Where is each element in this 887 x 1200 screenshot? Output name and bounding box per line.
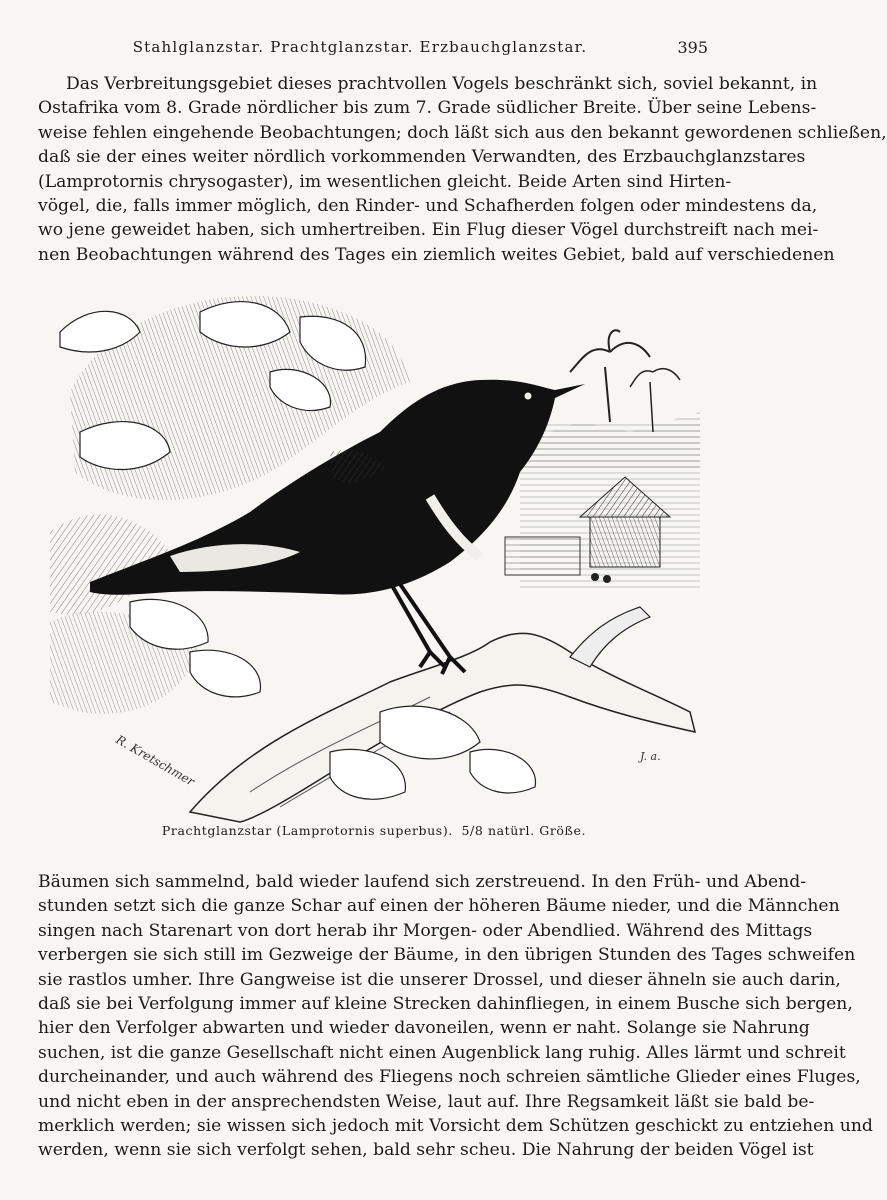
bottom-paragraph (38, 870, 873, 1163)
text-line: weise fehlen eingehende Beobachtungen; doch läßt sich aus den bekannt gewordenen schließen, (38, 122, 887, 143)
text-line: und nicht eben in der ansprechendsten Weise, laut auf. Ihre Regsamkeit läßt sie bald be- (38, 1091, 815, 1112)
text-line: daß sie bei Verfolgung immer auf kleine Strecken dahinfliegen, in einem Busche sich bergen, (38, 993, 853, 1014)
text-line: durcheinander, und auch während des Fliegens noch schreien sämtliche Glieder eines Fluges, (38, 1067, 861, 1088)
text-line: hier den Verfolger abwarten und wieder davoneilen, wenn er naht. Solange sie Nahrung (38, 1018, 810, 1039)
text-line: nen Beobachtungen während des Tages ein ziemlich weites Gebiet, bald auf verschiedenen (38, 244, 835, 265)
text-line: suchen, ist die ganze Gesellschaft nicht einen Augenblick lang ruhig. Alles lärmt und schreit (38, 1042, 846, 1063)
bird-illustration (50, 272, 700, 822)
page-number: 395 (677, 38, 708, 57)
caption-title: Prachtglanzstar (Lamprotornis superbus). (161, 823, 453, 838)
top-paragraph (38, 72, 887, 267)
caption-scale: 5/8 natürl. Größe. (461, 823, 587, 838)
text-line: (Lamprotornis chrysogaster), im wesentlichen gleicht. Beide Arten sind Hirten- (38, 171, 732, 192)
figure-caption (0, 823, 748, 838)
text-line: singen nach Starenart von dort herab ihr Morgen- oder Abendlied. Während des Mittags (38, 920, 813, 941)
text-line: Ostafrika vom 8. Grade nördlicher bis zum 7. Grade südlicher Breite. Über seine Lebens- (38, 98, 817, 119)
text-line: wo jene geweidet haben, sich umhertreiben. Ein Flug dieser Vögel durchstreift nach mei- (38, 220, 819, 241)
text-line: vögel, die, falls immer möglich, den Rinder- und Schafherden folgen oder mindestens da, (38, 195, 818, 216)
text-line: werden, wenn sie sich verfolgt sehen, bald sehr scheu. Die Nahrung der beiden Vögel ist (38, 1140, 814, 1161)
text-line: daß sie der eines weiter nördlich vorkommenden Verwandten, des Erzbauchglanzstares (38, 147, 806, 168)
artist-signature: R. Kretschmer (113, 732, 197, 789)
text-line: sie rastlos umher. Ihre Gangweise ist die unserer Drossel, und dieser ähneln sie auch darin, (38, 969, 841, 990)
text-line: verbergen sie sich still im Gezweige der Bäume, in den übrigen Stunden des Tages schweifen (38, 945, 856, 966)
text-line: merklich werden; sie wissen sich jedoch mit Vorsicht dem Schützen geschickt zu entziehen und (38, 1115, 873, 1136)
engraver-mark: J. a. (640, 750, 661, 763)
text-line: stunden setzt sich die ganze Schar auf einen der höheren Bäume nieder, und die Männchen (38, 896, 840, 917)
text-line: Das Verbreitungsgebiet dieses prachtvollen Vogels beschränkt sich, soviel bekannt, in (66, 74, 818, 94)
text-line: Bäumen sich sammelnd, bald wieder laufend sich zerstreuend. In den Früh- und Abend- (38, 872, 807, 892)
running-head: Stahlglanzstar. Prachtglanzstar. Erzbauchglanzstar. (132, 38, 588, 56)
